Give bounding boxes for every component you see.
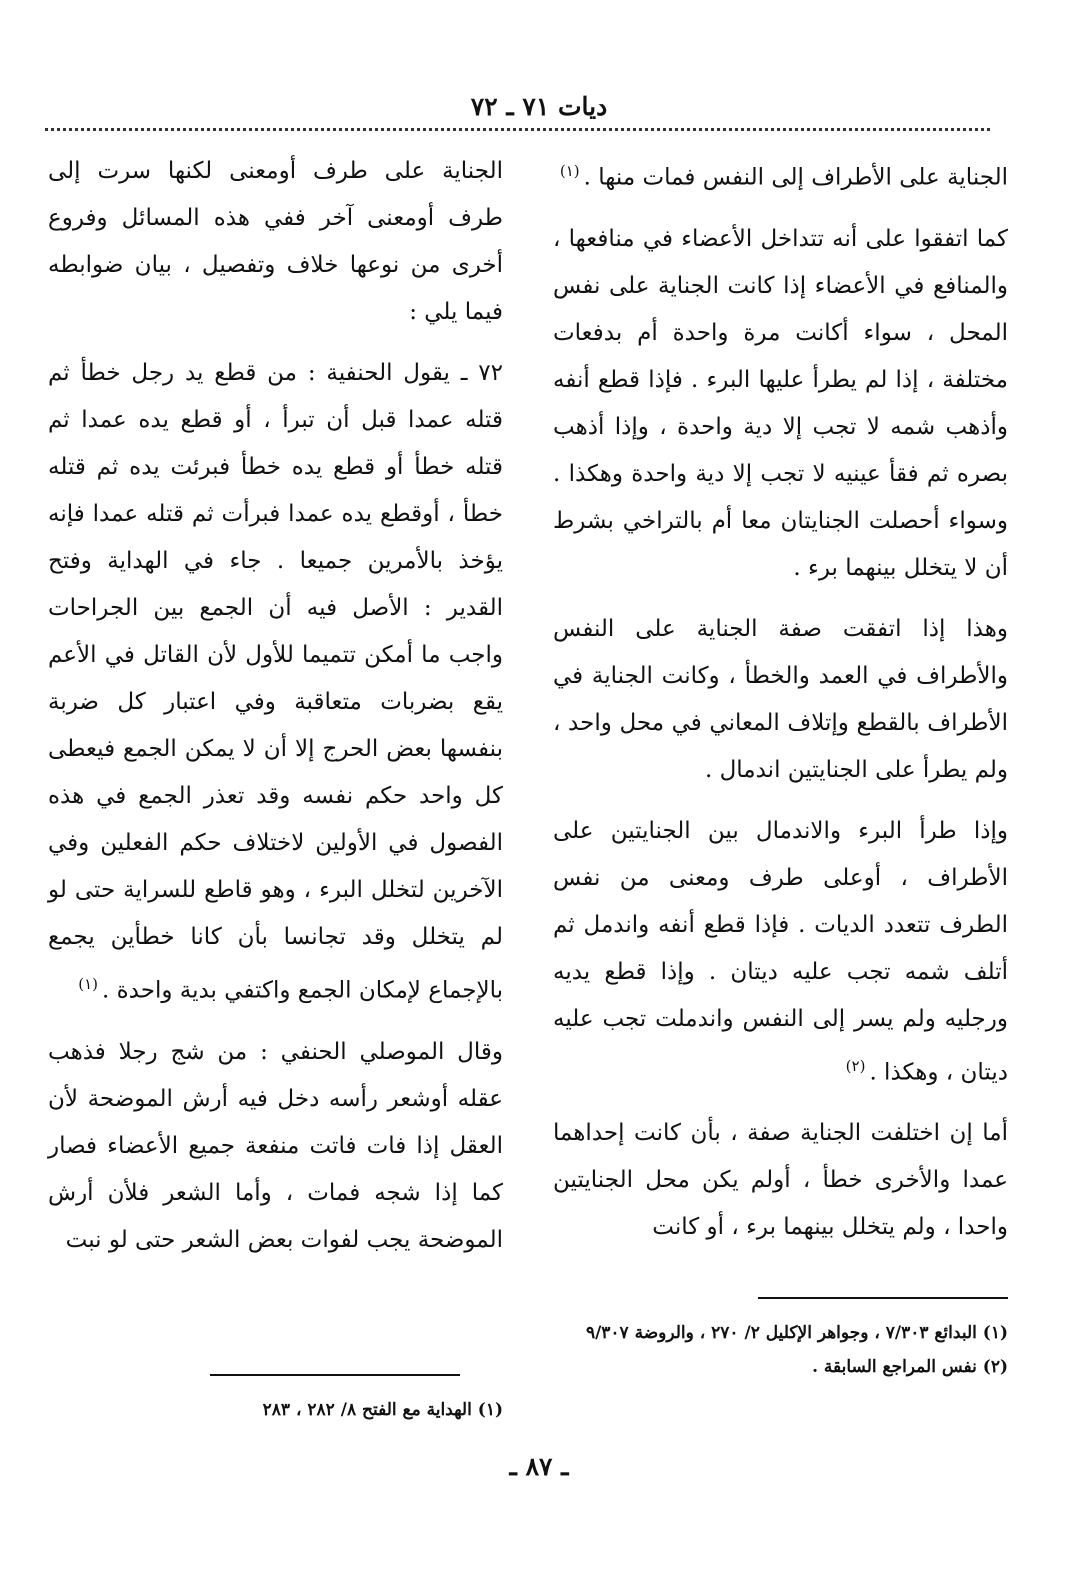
paragraph: [48, 350, 503, 1015]
paragraph: [553, 216, 1008, 592]
footnote-divider: [758, 1297, 1008, 1299]
right-column: [553, 148, 1008, 1398]
left-footnotes: [48, 1395, 503, 1429]
footnote-divider: [210, 1374, 460, 1376]
paragraph-text: ٧٢ ـ يقول الحنفية : من قطع يد رجل خطأ ثم قتله عمدا قبل أن تبرأ ، أو قطع يده عمدا ثم قتله خطأ أو قطع يده خطأ فبرئت يده ثم قتله خطأ ، أوقطع يده عمدا فبرأت ثم قتله عمدا فإنه يؤخذ بالأمرين جميعا . جاء في الهداية وفتح القدير : الأصل فيه أن الجمع بين الجراحات واجب ما أمكن تتميما للأول لأن القاتل في الأعم يقع بضربات متعاقبة وفي اعتبار كل ضربة بنفسها بعض الحرج إلا أن لا يمكن الجمع فيعطى كل واحد حكم نفسه وقد تعذر الجمع في هذه الفصول في الأولين لاختلاف حكم الفعلين وفي الآخرين لتخلل البرء ، وهو قاطع للسراية حتى لو لم يتخلل وقد تجانسا بأن كانا خطأين يجمع بالإجماع لإمكان الجمع واكتفي بدية واحدة .: [48, 360, 503, 1004]
footnote-reference: (٢): [845, 1056, 866, 1075]
footnote-reference: (١): [559, 162, 580, 180]
paragraph: [48, 148, 503, 336]
page-header-title: ديات ٧١ ـ ٧٢: [470, 92, 608, 121]
paragraph-text: الجناية على طرف أومعنى لكنها سرت إلى طرف أومعنى آخر ففي هذه المسائل وفروع أخرى من نوعها خلاف وتفصيل ، بيان ضوابطه فيما يلي :: [48, 158, 503, 325]
paragraph-text: الجناية على الأطراف إلى النفس فمات منها .: [583, 164, 1008, 191]
paragraph: [553, 1110, 1008, 1251]
page-number: ـ ٨٧ ـ: [509, 1452, 569, 1481]
footnote: (٢) نفس المراجع السابقة .: [812, 1357, 1008, 1377]
paragraph-text: أما إن اختلفت الجناية صفة ، بأن كانت إحداهما عمدا والأخرى خطأ ، أولم يكن محل الجنايتين واحدا ، ولم يتخلل بينهما برء ، أو كانت: [553, 1120, 1008, 1241]
paragraph-text: كما اتفقوا على أنه تتداخل الأعضاء في منافعها ، والمنافع في الأعضاء إذا كانت الجناية على نفس المحل ، سواء أكانت مرة واحدة أم بدفعات مختلفة ، إذا لم يطرأ عليها البرء . فإذا قطع أنفه وأذهب شمه لا تجب إلا دية واحدة ، وإذا أذهب بصره ثم فقأ عينيه لا تجب إلا دية واحدة وهكذا . وسواء أحصلت الجنايتان معا أم بالتراخي بشرط أن لا يتخلل بينهما برء .: [553, 225, 1008, 581]
header-dotted-divider: [45, 128, 990, 131]
footnote-reference: (١): [78, 975, 98, 993]
paragraph-text: وإذا طرأ البرء والاندمال بين الجنايتين على الأطراف ، أوعلى طرف ومعنى من نفس الطرف تتعدد الديات . فإذا قطع أنفه واندمل ثم أتلف شمه تجب عليه ديتان . وإذا قطع يديه ورجليه ولم يسر إلى النفس واندملت تجب عليه ديتان ، وهكذا .: [553, 817, 1008, 1086]
paragraph-text: وقال الموصلي الحنفي : من شج رجلا فذهب عقله أوشعر رأسه دخل فيه أرش الموضحة لأن العقل إذا فات فاتت منفعة جميع الأعضاء فصار كما إذا شجه فمات ، وأما الشعر فلأن أرش الموضحة يجب لفوات بعض الشعر حتى لو نبت: [48, 1038, 503, 1253]
paragraph: [48, 1029, 503, 1264]
left-column: [48, 148, 503, 1398]
paragraph-text: وهذا إذا اتفقت صفة الجناية على النفس والأطراف في العمد والخطأ ، وكانت الجناية في الأطراف بالقطع وإتلاف المعاني في محل واحد ، ولم يطرأ على الجنايتين اندمال .: [553, 615, 1008, 783]
paragraph: [553, 148, 1008, 202]
footnote: (١) البدائع ٧/٣٠٣ ، وجواهر الإكليل ٢/ ٢٧٠ ، والروضة ٩/٣٠٧: [585, 1323, 1008, 1343]
paragraph: [553, 606, 1008, 794]
paragraph: [553, 808, 1008, 1097]
footnote: (١) الهداية مع الفتح ٨/ ٢٨٢ ، ٢٨٣: [262, 1400, 503, 1420]
right-footnotes: [553, 1318, 1008, 1386]
